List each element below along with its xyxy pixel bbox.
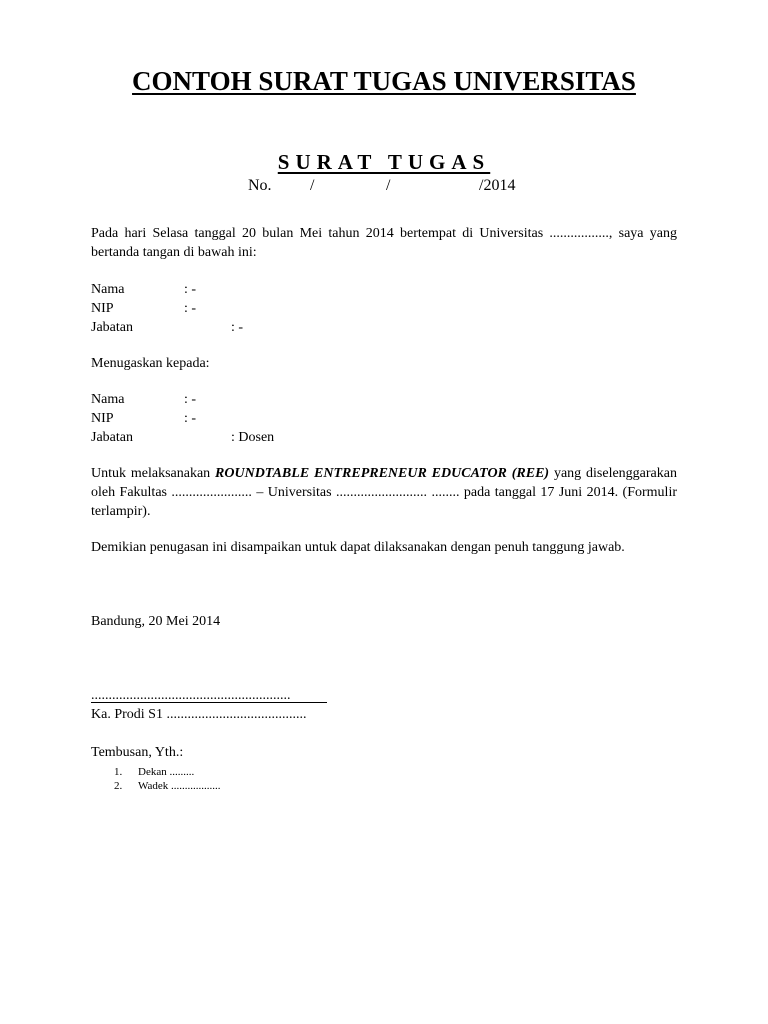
- assignee-nama-value: : -: [184, 392, 197, 407]
- cc-item-number: 2.: [114, 780, 123, 792]
- intro-paragraph: Pada hari Selasa tanggal 20 bulan Mei tahun 2014 bertempat di Universitas ................., saya yang bertanda tangan di bawah ini:: [91, 226, 677, 260]
- signer-nip-value: : -: [184, 301, 197, 316]
- signature-dots: .........................................................: [91, 688, 291, 703]
- assignee-nip-value: : -: [184, 411, 197, 426]
- signature-line: [91, 702, 327, 703]
- signer-nama-value: : -: [184, 282, 197, 297]
- signer-nama-label: Nama: [91, 282, 125, 297]
- purpose-pre: Untuk melaksanakan: [91, 466, 216, 481]
- number-separator-2: /: [386, 177, 391, 194]
- assignee-jabatan-label: Jabatan: [91, 430, 133, 445]
- signer-nip-label: NIP: [91, 301, 114, 316]
- cc-item-text: Dekan .........: [138, 766, 195, 778]
- letter-heading: SURAT TUGAS: [277, 150, 491, 174]
- cc-label: Tembusan, Yth.:: [91, 745, 184, 760]
- assignee-nama-label: Nama: [91, 392, 125, 407]
- assign-intro: Menugaskan kepada:: [91, 356, 210, 371]
- number-prefix: No.: [248, 177, 272, 194]
- signer-jabatan-value: : -: [231, 320, 244, 335]
- purpose-paragraph: [91, 464, 677, 521]
- document-title: CONTOH SURAT TUGAS UNIVERSITAS: [132, 66, 636, 96]
- place-date: Bandung, 20 Mei 2014: [91, 614, 221, 629]
- cc-item-number: 1.: [114, 766, 123, 778]
- number-separator-1: /: [310, 177, 315, 194]
- assignee-nip-label: NIP: [91, 411, 114, 426]
- cc-item-text: Wadek ..................: [138, 780, 221, 792]
- signer-title: Ka. Prodi S1 ........................................: [91, 707, 307, 722]
- number-year: /2014: [479, 177, 516, 194]
- purpose-post: yang diselenggarakan oleh Fakultas ....................... – Universitas .......................... ........ pada tanggal 17 Juni 2014. (Formulir terlampir).: [91, 466, 677, 519]
- signer-jabatan-label: Jabatan: [91, 320, 133, 335]
- assignee-jabatan-value: : Dosen: [231, 430, 275, 445]
- event-name: ROUNDTABLE ENTREPRENEUR EDUCATOR (REE): [215, 466, 550, 481]
- closing-paragraph: Demikian penugasan ini disampaikan untuk dapat dilaksanakan dengan penuh tanggung jawab.: [91, 540, 625, 555]
